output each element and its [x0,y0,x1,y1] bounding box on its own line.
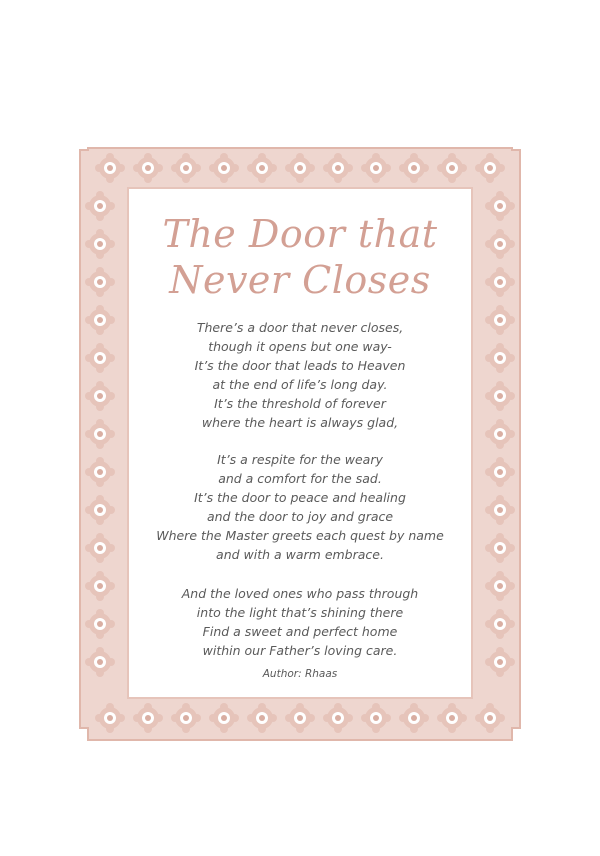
poem-line: and the door to joy and grace [206,509,394,524]
poem-line: It’s a respite for the weary [217,452,383,467]
poem-line: at the end of life’s long day. [212,377,388,392]
author-credit: Author: Rhaas [262,668,338,680]
poem-line: It’s the threshold of forever [214,396,386,411]
poem-line: into the light that’s shining there [196,605,404,620]
poem-line: It’s the door to peace and healing [194,490,406,505]
poem-line: within our Father’s loving care. [202,643,398,658]
poem-line: and with a warm embrace. [216,547,384,562]
poem-line: though it opens but one way- [208,339,392,354]
poem-line: It’s the door that leads to Heaven [194,358,406,373]
poem-title-line-2: Never Closes [169,258,431,302]
poem-line: Where the Master greets each quest by name [156,528,444,543]
poem-line: and a comfort for the sad. [218,471,382,486]
poem-title-line-1: The Door that [162,212,438,256]
poem-line: And the loved ones who pass through [181,586,419,601]
poem-line: Find a sweet and perfect home [202,624,398,639]
poem-line: where the heart is always glad, [201,415,399,430]
poem-line: There’s a door that never closes, [196,320,404,335]
